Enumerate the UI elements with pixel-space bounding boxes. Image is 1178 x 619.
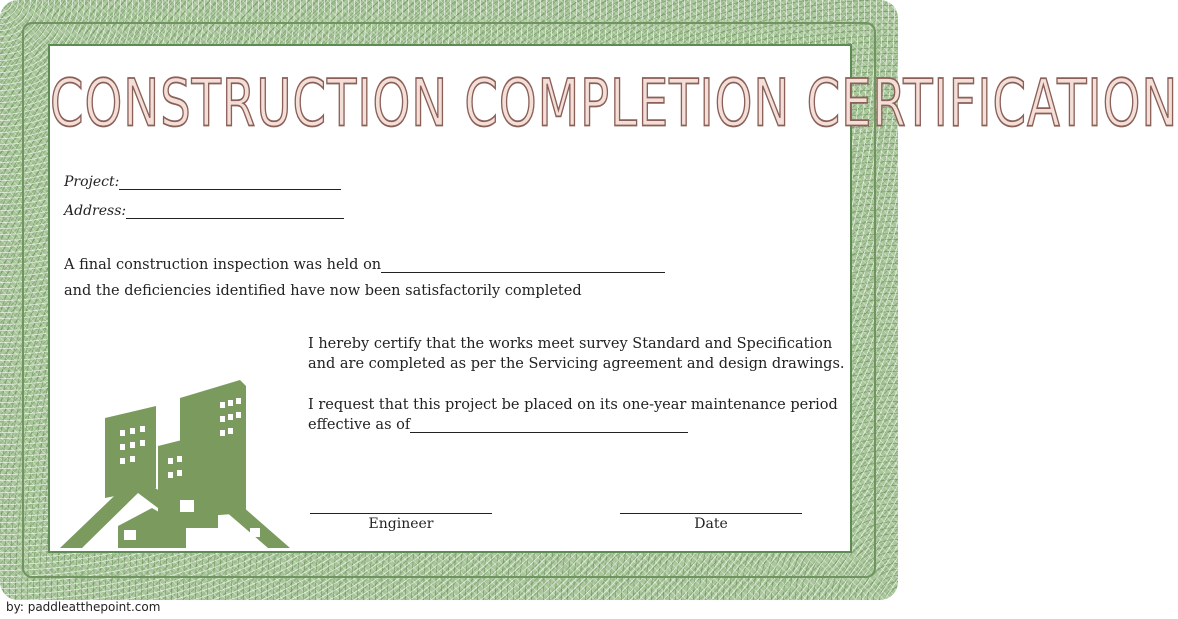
engineer-signature-line[interactable] [310, 513, 492, 514]
address-blank[interactable] [126, 218, 344, 219]
certify-line-1: I hereby certify that the works meet survey Standard and Specification [308, 336, 833, 352]
date-label: Date [694, 516, 728, 532]
certificate-paper [48, 44, 1178, 553]
inspection-text: A final construction inspection was held on [64, 257, 382, 273]
address-label: Address: [64, 203, 127, 219]
credit-footer: by: paddleatthepoint.com [6, 600, 161, 614]
request-text: effective as of [308, 417, 411, 433]
engineer-label: Engineer [368, 516, 434, 532]
certify-line-2: and are completed as per the Servicing agreement and design drawings. [308, 356, 845, 372]
address-field [64, 203, 344, 219]
date-signature-line[interactable] [620, 513, 802, 514]
request-line-2 [308, 417, 688, 433]
inspection-date-blank[interactable] [381, 272, 665, 273]
project-label: Project: [64, 174, 120, 190]
inspection-sentence [64, 257, 665, 273]
project-field [64, 174, 341, 190]
effective-date-blank[interactable] [410, 432, 688, 433]
deficiencies-text: and the deficiencies identified have now been satisfactorily completed [64, 283, 582, 299]
request-line-1: I request that this project be placed on its one-year maintenance period [308, 397, 838, 413]
buildings-house-logo-icon [60, 378, 295, 554]
project-blank[interactable] [119, 189, 341, 190]
certificate-title: CONSTRUCTION COMPLETION CERTIFICATION [50, 66, 1178, 142]
